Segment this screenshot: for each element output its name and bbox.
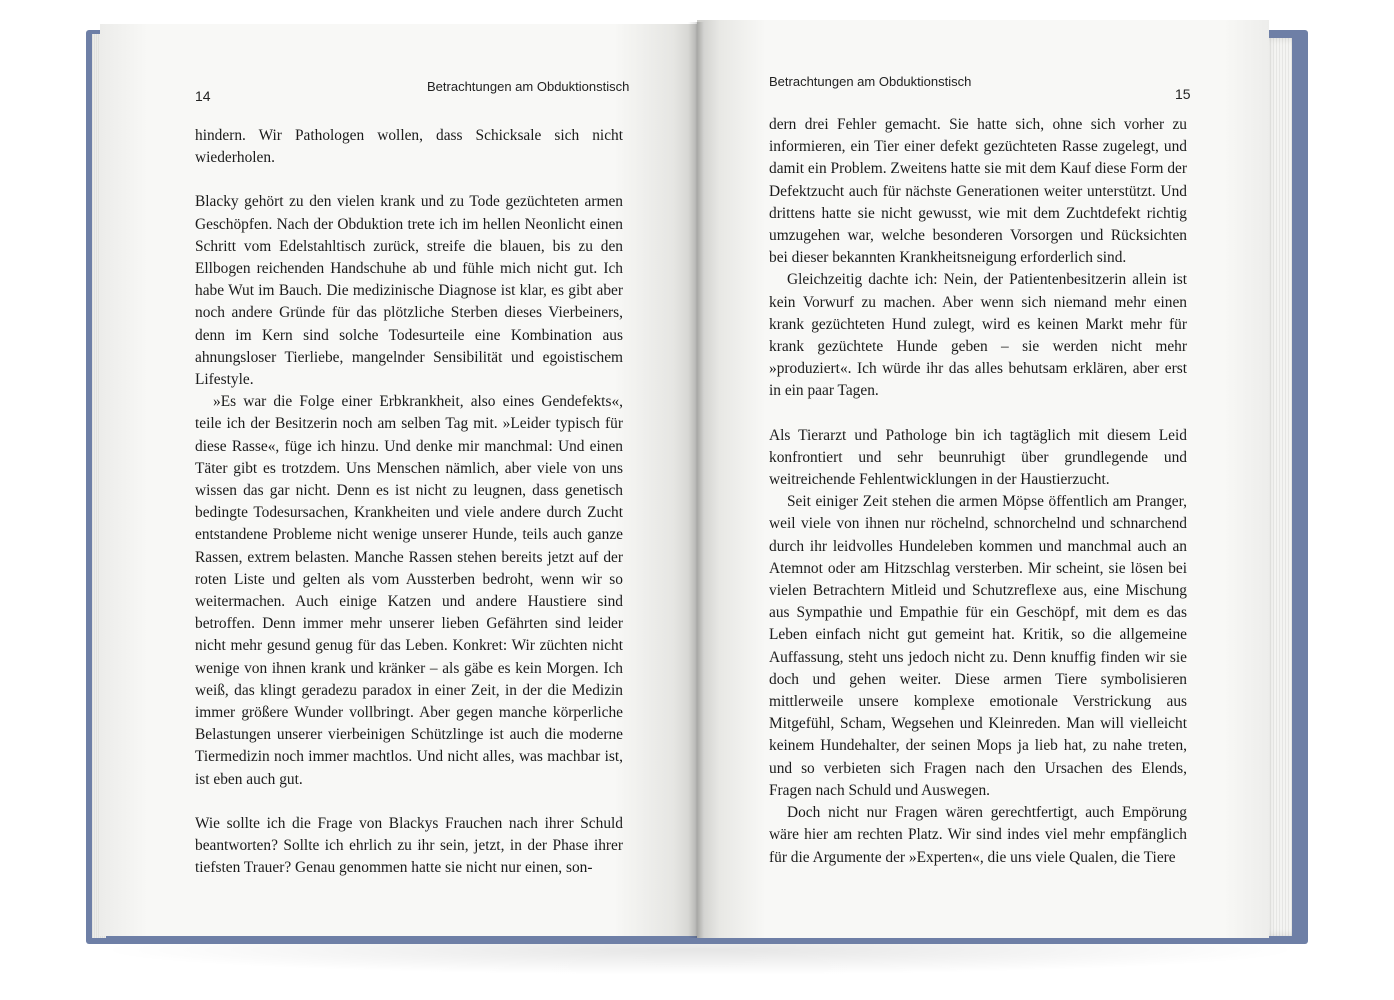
left-page-body bbox=[195, 125, 623, 880]
page-number-right: 15 bbox=[1175, 86, 1191, 102]
paragraph: »Es war die Folge einer Erbkrankheit, also eines Gendefekts«, teile ich der Besitzerin noch am selben Tag mit. »Leider typisch für diese Rasse«, füge ich hinzu. Und denke mir manchmal: Und einen Täter gibt es trotzdem. Uns Menschen nämlich, aber viele von uns wissen das gar nicht. Denn es ist nicht zu leugnen, dass genetisch bedingte Todesursachen, Krankheiten und viele andere durch Zucht entstandene Probleme nicht wenige unserer Hunde, teils auch ganze Rassen, extrem belasten. Manche Rassen stehen bereits jetzt auf der roten Liste und gelten als vom Aussterben bedroht, wenn wir so weitermachen. Auch einige Katzen und andere Haustiere sind betroffen. Denn immer mehr unserer lieben Gefährten sind leider nicht mehr gesund genug für das Leben. Konkret: Wir züchten nicht wenige von ihnen krank und kränker – als gäbe es kein Morgen. Ich weiß, das klingt geradezu paradox in einer Zeit, in der die Medizin immer größere Wunder vollbringt. Aber gegen manche körperliche Belastungen unserer vierbeinigen Schützlinge ist auch die moderne Tiermedizin noch immer machtlos. Und nicht alles, was machbar ist, ist eben auch gut. bbox=[195, 393, 623, 788]
running-head-left: Betrachtungen am Obduktionstisch bbox=[427, 79, 630, 94]
paragraph: Seit einiger Zeit stehen die armen Möpse öffentlich am Pranger, weil viele von ihnen nur röchelnd, schnorchelnd und schnarchend durch ihr leidvolles Hundeleben kommen und manchmal auch an Atemnot oder am Hitzschlag versterben. Mir scheint, sie lösen bei vielen Betrachtern Mitleid und Schutzreflexe aus, eine Mischung aus Sympathie und Empathie für ein Geschöpf, mit dem es das Leben einfach nicht gut gemeint hat. Kritik, so die allgemeine Auffassung, steht uns jedoch nicht zu. Denn knuffig finden wir sie doch und gehen weiter. Diese armen Tiere symbolisieren mittlerweile unsere komplexe emotionale Verstrickung aus Mitgefühl, Scham, Wegsehen und Kleinreden. Man will vielleicht keinem Hundehalter, der seinen Mops ja lieb hat, zu nahe treten, und so verbieten sich Fragen nach den Ursachen des Elends, Fragen nach Schuld und Auswegen. bbox=[769, 493, 1187, 799]
paragraph: Als Tierarzt und Pathologe bin ich tagtäglich mit diesem Leid konfrontiert und sehr beunruhigt über grundlegende und weitreichende Fehlentwicklungen in der Haustierzucht. bbox=[769, 426, 1187, 489]
paragraph: Wie sollte ich die Frage von Blackys Frauchen nach ihrer Schuld beantworten? Sollte ich ehrlich zu ihr sein, jetzt, in der Phase ihrer tiefsten Trauer? Genau genommen hatte sie nicht nur einen, son- bbox=[195, 814, 623, 877]
book-gutter bbox=[688, 22, 704, 938]
paragraph: Blacky gehört zu den vielen krank und zu Tode gezüchteten armen Geschöpfen. Nach der Obduktion trete ich im hellen Neonlicht einen Schritt vom Edelstahltisch zurück, streife die blauen, bis zu den Ellbogen reichenden Handschuhe ab und fühle mich nicht gut. Ich habe Wut im Bauch. Die medizinische Diagnose ist klar, es gibt aber noch andere Gründe für das plötzliche Sterben dieses Vierbeiners, denn im Kern sind solche Todesurteile eine Kombination aus ahnungsloser Tierliebe, mangelnder Sensibilität und egoistischem Lifestyle. bbox=[195, 193, 623, 389]
paragraph: Gleichzeitig dachte ich: Nein, der Patientenbesitzerin allein ist kein Vorwurf zu machen. Aber wenn sich niemand mehr einen krank gezüchteten Hund zulegt, wird es keinen Markt mehr für krank gezüchtete Hunde geben – sie werden nicht mehr »produziert«. Ich würde ihr das alles behutsam erklären, aber erst in ein paar Tagen. bbox=[769, 271, 1187, 400]
paragraph: Doch nicht nur Fragen wären gerechtfertigt, auch Empörung wäre hier am rechten Platz. Wir sind indes viel mehr empfänglich für die Argumente der »Experten«, die uns viele Qualen, die Tiere bbox=[769, 804, 1187, 866]
page-number-left: 14 bbox=[195, 88, 211, 104]
running-head-right: Betrachtungen am Obduktionstisch bbox=[769, 74, 972, 89]
right-page bbox=[697, 20, 1269, 938]
left-page bbox=[100, 24, 697, 936]
right-page-body bbox=[769, 114, 1187, 869]
paragraph: hindern. Wir Pathologen wollen, dass Schicksale sich nicht wiederholen. bbox=[195, 127, 623, 167]
paragraph: dern drei Fehler gemacht. Sie hatte sich, ohne sich vorher zu informieren, ein Tier einer defekt gezüchteten Rasse zugelegt, und damit ein Problem. Zweitens hatte sie mit dem Kauf diese Form der Defektzucht auch für nächste Generationen weiter unterstützt. Und drittens hatte sie nicht gewusst, wie mit dem Zuchtdefekt richtig umzugehen war, welche besonderen Vorsorgen und Rücksichten bei dieser bekannten Krankheitsneigung erforderlich sind. bbox=[769, 116, 1188, 267]
